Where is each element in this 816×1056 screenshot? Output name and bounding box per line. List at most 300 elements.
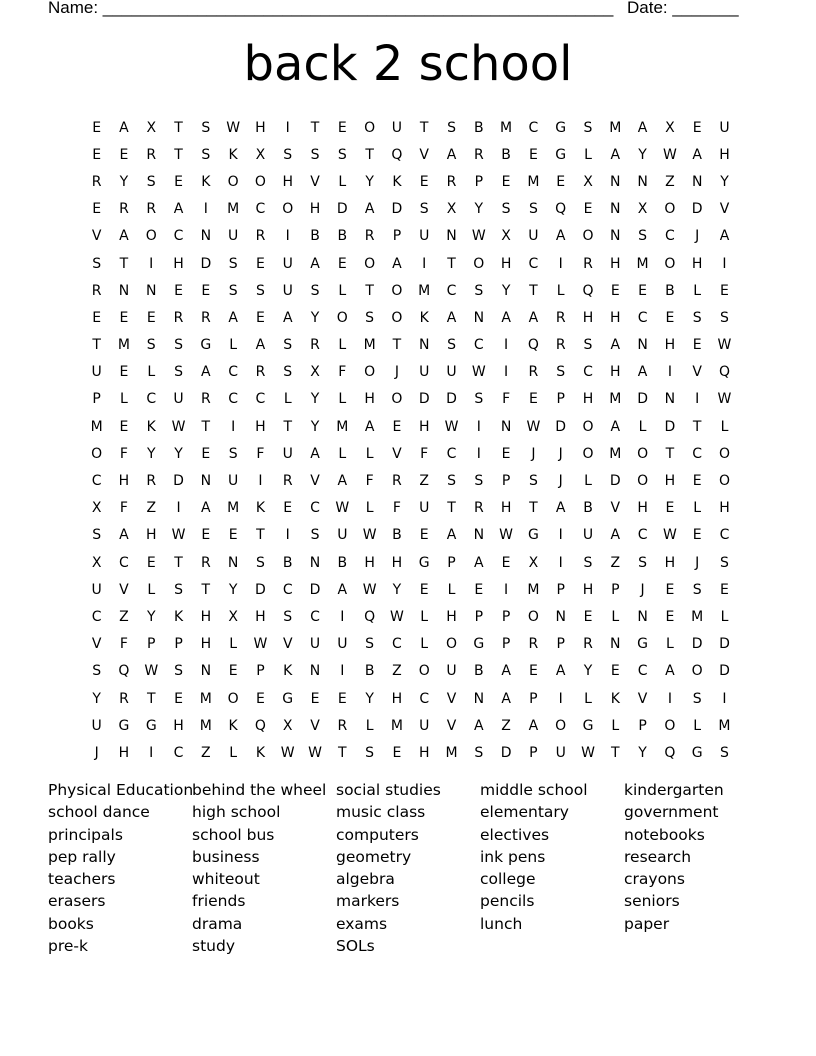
- grid-letter: K: [201, 173, 211, 190]
- grid-letter: T: [365, 146, 374, 163]
- grid-letter: U: [391, 119, 403, 136]
- grid-letter: C: [528, 255, 539, 272]
- grid-letter: A: [501, 663, 511, 680]
- grid-letter: N: [146, 282, 157, 299]
- grid-letter: G: [691, 744, 703, 761]
- grid-row: [83, 685, 740, 712]
- grid-letter: G: [473, 636, 485, 653]
- grid-letter: S: [501, 201, 511, 218]
- grid-letter: C: [310, 608, 320, 625]
- grid-letter: U: [228, 228, 239, 245]
- grid-letter: O: [473, 255, 485, 272]
- grid-letter: W: [581, 744, 595, 761]
- grid-letter: A: [310, 255, 320, 272]
- grid-letter: W: [444, 418, 459, 435]
- grid-letter: L: [229, 636, 238, 653]
- grid-letter: W: [362, 527, 377, 544]
- grid-letter: D: [719, 636, 730, 653]
- grid-letter: I: [504, 337, 509, 354]
- grid-letter: R: [364, 228, 375, 245]
- grid-letter: F: [256, 445, 265, 462]
- grid-letter: D: [609, 473, 621, 490]
- grid-letter: W: [335, 500, 350, 517]
- grid-letter: O: [582, 445, 594, 462]
- grid-letter: I: [285, 527, 290, 544]
- grid-letter: L: [720, 608, 729, 625]
- grid-letter: N: [200, 663, 212, 680]
- grid-letter: U: [555, 744, 566, 761]
- grid-letter: B: [337, 228, 348, 245]
- grid-letter: N: [473, 309, 485, 326]
- grid-letter: S: [447, 337, 456, 354]
- grid-letter: N: [610, 228, 621, 245]
- grid-letter: A: [364, 201, 375, 218]
- grid-letter: Z: [419, 473, 429, 490]
- grid-letter: J: [94, 744, 99, 761]
- grid-letter: K: [146, 418, 156, 435]
- grid-letter: I: [231, 418, 236, 435]
- grid-letter: F: [502, 391, 511, 408]
- grid-letter: H: [719, 500, 730, 517]
- grid-row: [83, 413, 740, 440]
- grid-letter: A: [310, 445, 320, 462]
- grid-letter: H: [173, 255, 184, 272]
- grid-letter: T: [310, 119, 320, 136]
- grid-row: [83, 603, 740, 630]
- word-bank-item: study: [192, 937, 235, 956]
- grid-letter: C: [91, 473, 102, 490]
- grid-letter: D: [446, 391, 457, 408]
- grid-letter: H: [610, 255, 621, 272]
- grid-letter: E: [92, 309, 102, 326]
- grid-letter: T: [338, 744, 347, 761]
- grid-letter: L: [611, 608, 620, 625]
- grid-letter: H: [664, 554, 676, 571]
- grid-letter: R: [119, 201, 129, 218]
- grid-letter: U: [337, 636, 348, 653]
- grid-letter: I: [285, 119, 290, 136]
- grid-letter: U: [228, 473, 239, 490]
- grid-letter: C: [692, 445, 703, 462]
- grid-letter: A: [446, 146, 457, 163]
- grid-letter: B: [665, 282, 675, 299]
- grid-letter: N: [637, 337, 648, 354]
- grid-letter: E: [556, 173, 566, 190]
- grid-letter: M: [609, 391, 622, 408]
- grid-letter: H: [610, 309, 621, 326]
- grid-letter: C: [637, 309, 648, 326]
- word-bank-item: school bus: [192, 825, 275, 844]
- grid-letter: N: [610, 201, 621, 218]
- grid-letter: S: [310, 527, 320, 544]
- grid-letter: I: [722, 255, 727, 272]
- grid-letter: E: [201, 445, 211, 462]
- grid-letter: N: [610, 636, 621, 653]
- grid-letter: L: [420, 608, 429, 625]
- grid-letter: D: [200, 255, 212, 272]
- grid-letter: K: [283, 663, 293, 680]
- word-search-grid: [83, 114, 740, 767]
- grid-letter: E: [665, 608, 675, 625]
- grid-row: [83, 495, 740, 522]
- grid-letter: I: [558, 527, 563, 544]
- grid-letter: C: [719, 527, 730, 544]
- grid-letter: H: [255, 418, 266, 435]
- grid-letter: S: [174, 581, 183, 598]
- grid-letter: W: [144, 663, 159, 680]
- grid-letter: V: [692, 364, 702, 381]
- grid-letter: O: [555, 717, 567, 734]
- grid-letter: E: [501, 173, 511, 190]
- grid-letter: D: [500, 744, 512, 761]
- grid-letter: I: [340, 608, 345, 625]
- word-bank-item: research: [624, 847, 692, 866]
- grid-letter: Y: [365, 173, 374, 190]
- grid-letter: G: [200, 337, 212, 354]
- grid-letter: U: [91, 364, 102, 381]
- grid-letter: L: [693, 500, 702, 517]
- grid-row: [83, 386, 740, 413]
- grid-letter: T: [119, 255, 129, 272]
- grid-letter: S: [310, 146, 320, 163]
- grid-letter: B: [474, 663, 484, 680]
- word-bank-item: electives: [480, 825, 550, 844]
- grid-letter: G: [555, 119, 567, 136]
- grid-letter: M: [199, 690, 212, 707]
- grid-letter: T: [174, 554, 183, 571]
- grid-letter: J: [695, 554, 700, 571]
- grid-letter: S: [337, 146, 347, 163]
- grid-letter: A: [637, 119, 648, 136]
- grid-letter: S: [474, 391, 484, 408]
- grid-letter: L: [338, 391, 347, 408]
- grid-letter: A: [446, 527, 457, 544]
- grid-letter: J: [558, 473, 563, 490]
- grid-letter: U: [282, 445, 293, 462]
- grid-letter: Y: [228, 581, 238, 598]
- grid-letter: M: [527, 581, 540, 598]
- grid-letter: L: [338, 445, 347, 462]
- grid-letter: F: [119, 445, 128, 462]
- grid-letter: A: [337, 581, 348, 598]
- grid-letter: D: [336, 201, 348, 218]
- grid-letter: O: [391, 282, 403, 299]
- grid-letter: H: [255, 119, 266, 136]
- grid-letter: R: [173, 309, 184, 326]
- grid-letter: R: [91, 173, 102, 190]
- grid-letter: X: [583, 173, 593, 190]
- grid-letter: C: [173, 228, 184, 245]
- grid-letter: T: [174, 146, 183, 163]
- grid-letter: U: [528, 228, 539, 245]
- grid-letter: X: [637, 201, 648, 218]
- grid-letter: E: [528, 391, 538, 408]
- grid-letter: L: [638, 418, 647, 435]
- word-bank-item: ink pens: [480, 847, 546, 866]
- grid-letter: A: [364, 418, 375, 435]
- grid-letter: S: [556, 364, 566, 381]
- grid-letter: F: [365, 473, 374, 490]
- grid-letter: L: [584, 690, 592, 707]
- grid-letter: A: [201, 500, 211, 517]
- grid-letter: S: [638, 554, 648, 571]
- grid-letter: S: [638, 228, 648, 245]
- grid-letter: I: [558, 690, 563, 707]
- grid-letter: N: [227, 554, 239, 571]
- grid-letter: Q: [664, 744, 676, 761]
- grid-letter: X: [228, 608, 238, 625]
- grid-letter: R: [337, 717, 348, 734]
- grid-letter: V: [446, 690, 457, 707]
- grid-letter: J: [695, 228, 700, 245]
- grid-letter: E: [419, 173, 429, 190]
- grid-letter: P: [638, 717, 647, 734]
- grid-letter: T: [447, 255, 456, 272]
- grid-letter: E: [665, 581, 675, 598]
- grid-letter: D: [691, 201, 703, 218]
- grid-letter: E: [692, 473, 702, 490]
- grid-letter: U: [419, 364, 430, 381]
- grid-letter: S: [92, 663, 102, 680]
- grid-letter: S: [310, 282, 320, 299]
- grid-letter: P: [92, 391, 101, 408]
- grid-letter: H: [391, 554, 403, 571]
- grid-letter: W: [280, 744, 295, 761]
- grid-letter: L: [584, 473, 592, 490]
- word-bank-item: music class: [336, 803, 426, 822]
- word-bank-item: middle school: [480, 781, 588, 799]
- grid-letter: W: [362, 581, 377, 598]
- grid-letter: H: [418, 418, 430, 435]
- grid-letter: Y: [720, 173, 729, 190]
- grid-letter: V: [310, 173, 320, 190]
- grid-letter: K: [610, 690, 620, 707]
- grid-letter: R: [146, 146, 157, 163]
- grid-letter: B: [583, 500, 593, 517]
- grid-letter: M: [609, 119, 622, 136]
- grid-letter: A: [228, 309, 238, 326]
- grid-letter: P: [501, 636, 511, 653]
- grid-letter: E: [174, 690, 183, 707]
- grid-letter: E: [337, 255, 347, 272]
- grid-letter: E: [665, 309, 675, 326]
- grid-letter: U: [91, 581, 102, 598]
- word-bank-item: pep rally: [48, 847, 116, 866]
- grid-letter: H: [118, 744, 130, 761]
- grid-letter: E: [392, 744, 402, 761]
- grid-letter: O: [664, 201, 676, 218]
- grid-letter: E: [610, 282, 620, 299]
- grid-letter: O: [254, 173, 266, 190]
- word-bank-item: lunch: [480, 914, 523, 933]
- word-bank-column: [624, 779, 768, 957]
- grid-letter: P: [529, 744, 538, 761]
- grid-letter: E: [283, 500, 293, 517]
- grid-letter: L: [365, 500, 374, 517]
- grid-letter: H: [309, 201, 321, 218]
- grid-letter: P: [447, 554, 456, 571]
- word-bank-column: [480, 779, 624, 957]
- grid-letter: O: [582, 228, 594, 245]
- grid-letter: E: [720, 282, 729, 299]
- grid-letter: G: [555, 146, 567, 163]
- grid-letter: E: [92, 201, 102, 218]
- grid-letter: R: [473, 146, 484, 163]
- grid-letter: Y: [92, 690, 101, 707]
- word-bank-item: principals: [48, 825, 123, 844]
- grid-letter: A: [501, 309, 511, 326]
- grid-letter: M: [418, 282, 431, 299]
- grid-letter: W: [226, 119, 241, 136]
- grid-letter: X: [665, 119, 675, 136]
- grid-letter: A: [173, 201, 184, 218]
- grid-letter: O: [445, 636, 458, 653]
- grid-letter: K: [228, 146, 238, 163]
- grid-letter: U: [337, 527, 348, 544]
- grid-letter: R: [473, 500, 484, 517]
- grid-letter: X: [255, 146, 266, 163]
- grid-row: [83, 359, 740, 386]
- grid-letter: P: [501, 608, 511, 625]
- grid-row: [83, 467, 740, 494]
- grid-letter: W: [499, 527, 514, 544]
- grid-letter: Y: [310, 309, 320, 326]
- grid-letter: K: [173, 608, 184, 625]
- grid-letter: Y: [638, 146, 647, 163]
- grid-letter: U: [282, 255, 293, 272]
- grid-letter: C: [255, 201, 266, 218]
- grid-letter: M: [636, 255, 649, 272]
- grid-letter: E: [501, 445, 511, 462]
- grid-row: [83, 440, 740, 467]
- grid-letter: G: [418, 554, 430, 571]
- grid-letter: T: [665, 445, 675, 462]
- grid-letter: H: [500, 500, 512, 517]
- grid-letter: L: [556, 282, 565, 299]
- grid-letter: V: [91, 228, 102, 245]
- grid-letter: U: [282, 282, 293, 299]
- grid-letter: H: [364, 554, 375, 571]
- grid-row: [83, 549, 740, 576]
- grid-letter: C: [146, 391, 157, 408]
- grid-letter: L: [693, 282, 702, 299]
- grid-letter: C: [228, 391, 239, 408]
- grid-letter: P: [392, 228, 402, 245]
- grid-letter: V: [637, 690, 648, 707]
- grid-letter: E: [583, 201, 593, 218]
- grid-letter: R: [282, 473, 293, 490]
- grid-letter: E: [720, 581, 729, 598]
- grid-letter: I: [285, 228, 290, 245]
- grid-letter: W: [171, 418, 186, 435]
- grid-letter: A: [119, 527, 129, 544]
- grid-letter: S: [720, 309, 729, 326]
- grid-letter: T: [201, 581, 211, 598]
- grid-letter: S: [283, 146, 293, 163]
- grid-letter: Y: [146, 445, 156, 462]
- grid-letter: S: [201, 119, 211, 136]
- grid-letter: C: [228, 364, 239, 381]
- grid-letter: S: [283, 608, 293, 625]
- grid-letter: Y: [174, 445, 183, 462]
- word-bank-item: college: [480, 870, 536, 889]
- grid-letter: C: [392, 636, 402, 653]
- grid-letter: O: [637, 445, 649, 462]
- grid-letter: I: [504, 581, 509, 598]
- grid-letter: P: [501, 473, 511, 490]
- grid-letter: C: [282, 581, 293, 598]
- grid-letter: N: [555, 608, 566, 625]
- word-bank-column: [336, 779, 480, 957]
- grid-letter: S: [365, 636, 375, 653]
- grid-letter: W: [662, 146, 677, 163]
- grid-letter: Q: [118, 663, 130, 680]
- grid-letter: E: [256, 255, 265, 272]
- grid-letter: L: [365, 717, 374, 734]
- grid-letter: X: [446, 201, 457, 218]
- grid-letter: A: [610, 527, 621, 544]
- grid-letter: H: [664, 337, 676, 354]
- grid-letter: T: [419, 119, 429, 136]
- grid-letter: M: [363, 337, 376, 354]
- grid-letter: E: [474, 581, 484, 598]
- grid-letter: R: [310, 337, 320, 354]
- grid-letter: A: [637, 364, 648, 381]
- grid-letter: T: [529, 500, 538, 517]
- grid-letter: I: [176, 500, 181, 517]
- grid-letter: O: [227, 690, 239, 707]
- grid-letter: Q: [718, 364, 730, 381]
- grid-letter: X: [91, 554, 102, 571]
- grid-letter: H: [282, 173, 293, 190]
- grid-letter: P: [556, 581, 565, 598]
- grid-letter: T: [256, 527, 265, 544]
- grid-letter: A: [610, 146, 621, 163]
- grid-letter: S: [474, 473, 484, 490]
- word-bank-item: Physical Education: [48, 781, 194, 799]
- grid-letter: O: [664, 255, 676, 272]
- grid-letter: T: [92, 337, 101, 354]
- grid-letter: R: [200, 309, 211, 326]
- grid-letter: C: [637, 527, 648, 544]
- grid-letter: V: [719, 201, 730, 218]
- grid-letter: R: [119, 690, 129, 707]
- grid-letter: S: [447, 473, 456, 490]
- grid-letter: V: [282, 636, 293, 653]
- grid-letter: D: [255, 581, 266, 598]
- word-bank-item: school dance: [48, 803, 150, 822]
- word-bank-item: high school: [192, 803, 281, 822]
- grid-letter: Q: [527, 337, 539, 354]
- grid-letter: S: [583, 119, 593, 136]
- grid-letter: O: [527, 608, 539, 625]
- grid-letter: T: [447, 500, 456, 517]
- grid-letter: L: [229, 744, 238, 761]
- header-line: [48, 0, 739, 18]
- grid-letter: D: [664, 418, 676, 435]
- grid-letter: C: [255, 391, 266, 408]
- grid-letter: Y: [310, 391, 320, 408]
- grid-letter: E: [174, 173, 183, 190]
- grid-letter: P: [611, 581, 620, 598]
- grid-letter: R: [555, 337, 566, 354]
- grid-row: [83, 277, 740, 304]
- grid-letter: A: [610, 337, 621, 354]
- grid-letter: Y: [119, 173, 129, 190]
- grid-letter: E: [201, 527, 211, 544]
- grid-letter: O: [364, 255, 376, 272]
- grid-letter: C: [91, 608, 102, 625]
